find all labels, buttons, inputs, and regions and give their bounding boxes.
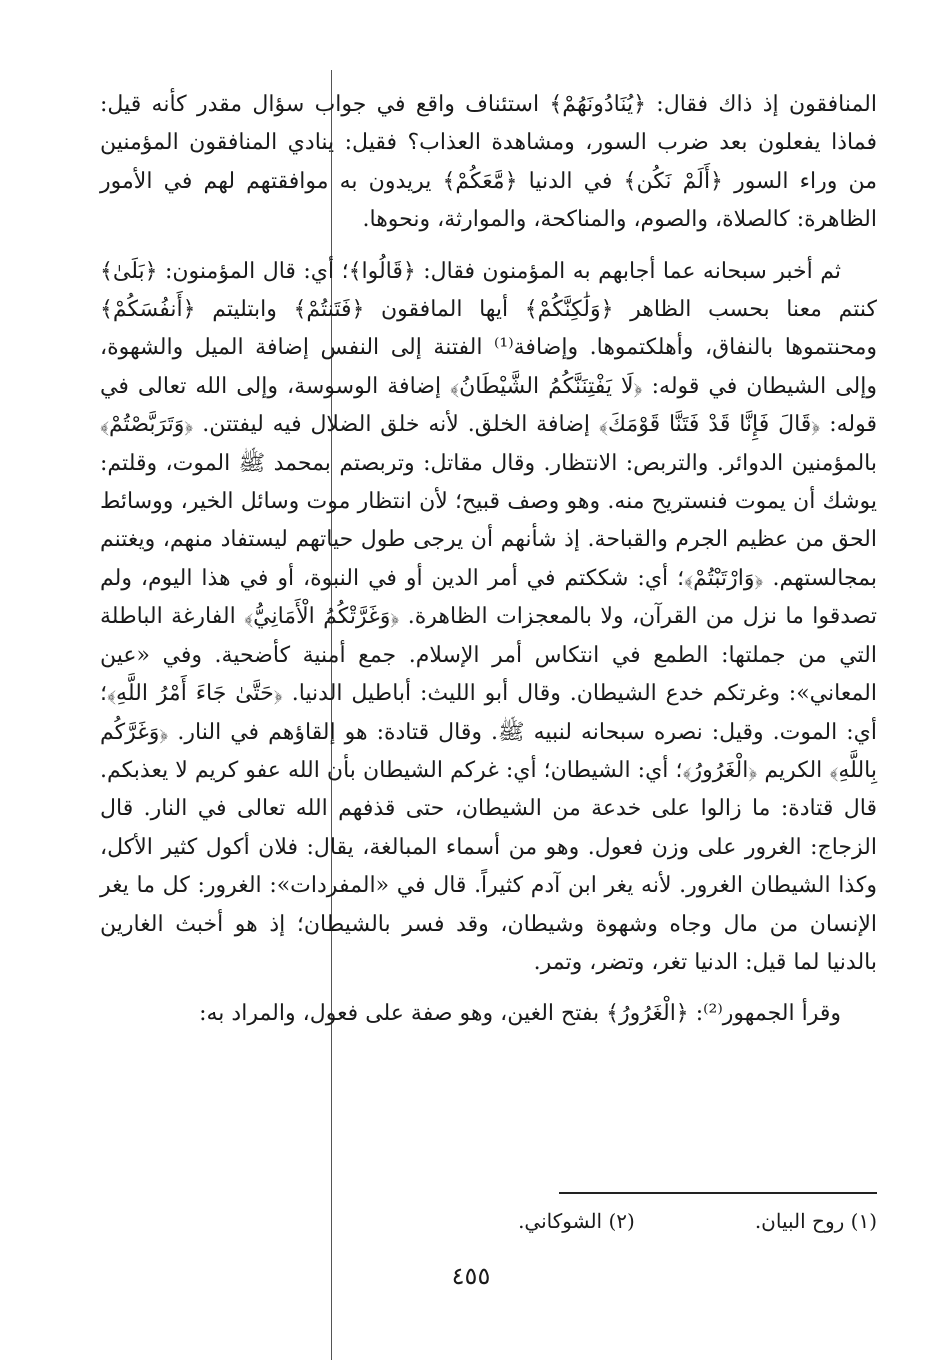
footnote-2: (٢) الشوكاني.	[518, 1209, 635, 1233]
paragraph-3: وقرأ الجمهور⁽²⁾: ﴿الْغَرُورُ﴾ بفتح الغين، وهو صفة على فعول، والمراد به:	[199, 1001, 841, 1027]
paragraph-1: المنافقون إذ ذاك فقال: ﴿يُنَادُونَهُمْ﴾ استئناف واقع في جواب سؤال مقدر كأنه قيل: فماذا يفعلون بعد ضرب السور، ومشاهدة العذاب؟ فقيل: ينادي المنافقون المؤمنين من وراء السور ﴿أَلَمْ نَكُن﴾ في الدنيا ﴿مَّعَكُمْ﴾ يريدون به موافقتهم لهم في الأمور الظاهرة: كالصلاة، والصوم، والمناكحة، والموارثة، ونحوها.	[100, 92, 877, 233]
footnotes	[518, 1206, 877, 1236]
page-number: ٤٥٥	[451, 1262, 491, 1290]
paragraph-2: ثم أخبر سبحانه عما أجابهم به المؤمنون فقال: ﴿قَالُوا﴾؛ أي: قال المؤمنون: ﴿بَلَىٰ﴾ كنتم معنا بحسب الظاهر ﴿وَلَٰكِنَّكُمْ﴾ أيها المافقون ﴿فَتَنتُمْ﴾ وابتليتم ﴿أَنفُسَكُمْ﴾ ومحنتموها بالنفاق، وأهلكتموها. وإضافة⁽¹⁾ الفتنة إلى النفس إضافة الميل والشهوة، وإلى الشيطان في قوله: ﴿لَا يَفْتِنَنَّكُمُ الشَّيْطَانُ﴾ إضافة الوسوسة، وإلى الله تعالى في قوله: ﴿قَالَ فَإِنَّا قَدْ فَتَنَّا قَوْمَكَ﴾ إضافة الخلق. لأنه خلق الضلال فيه ليفتتن. ﴿وَتَرَبَّصْتُمْ﴾ بالمؤمنين الدوائر. والتربص: الانتظار. وقال مقاتل: وتربصتم بمحمد ﷺ الموت، وقلتم: يوشك أن يموت فنستريح منه. وهو وصف قبيح؛ لأن انتظار موت وسائل الخير، ووسائط الحق من عظيم الجرم والقباحة. إذ شأنهم أن يرجى طول حياتهم ليستفاد منهم، ويغتنم بمجالستهم. ﴿وَارْتَبْتُمْ﴾؛ أي: شككتم في أمر الدين أو في النبوة، أو في هذا اليوم، ولم تصدقوا ما نزل من القرآن، ولا بالمعجزات الظاهرة. ﴿وَغَرَّتْكُمُ الْأَمَانِيُّ﴾ الفارغة الباطلة التي من جملتها: الطمع في انتكاس أمر الإسلام. جمع أمنية كأضحية. وفي «عين المعاني»: وغرتكم خدع الشيطان. وقال أبو الليث: أباطيل الدنيا. ﴿حَتَّىٰ جَاءَ أَمْرُ اللَّهِ﴾؛ أي: الموت. وقيل: نصره سبحانه لنبيه ﷺ. وقال قتادة: هو إلقاؤهم في النار. ﴿وَغَرَّكُم بِاللَّهِ﴾ الكريم ﴿الْغَرُورُ﴾؛ أي: الشيطان؛ أي: غركم الشيطان بأن الله عفو كريم لا يعذبكم. قال قتادة: ما زالوا على خدعة من الشيطان، حتى قذفهم الله تعالى في النار. قال الزجاج: الغرور على وزن فعول. وهو من أسماء المبالغة، يقال: فلان أكول كثير الأكل، وكذا الشيطان الغرور. لأنه يغر ابن آدم كثيراً. قال في «المفردات»: الغرور: كل ما يغر الإنسان من مال وجاه وشهوة وشيطان، وقد فسر بالشيطان؛ إذ هو أخبث الغارين بالدنيا لما قيل: الدنيا تغر، وتضر، وتمر.	[100, 258, 877, 975]
main-text	[100, 86, 877, 1034]
footnote-separator	[559, 1192, 877, 1194]
footnote-1: (١) روح البيان.	[754, 1209, 877, 1233]
